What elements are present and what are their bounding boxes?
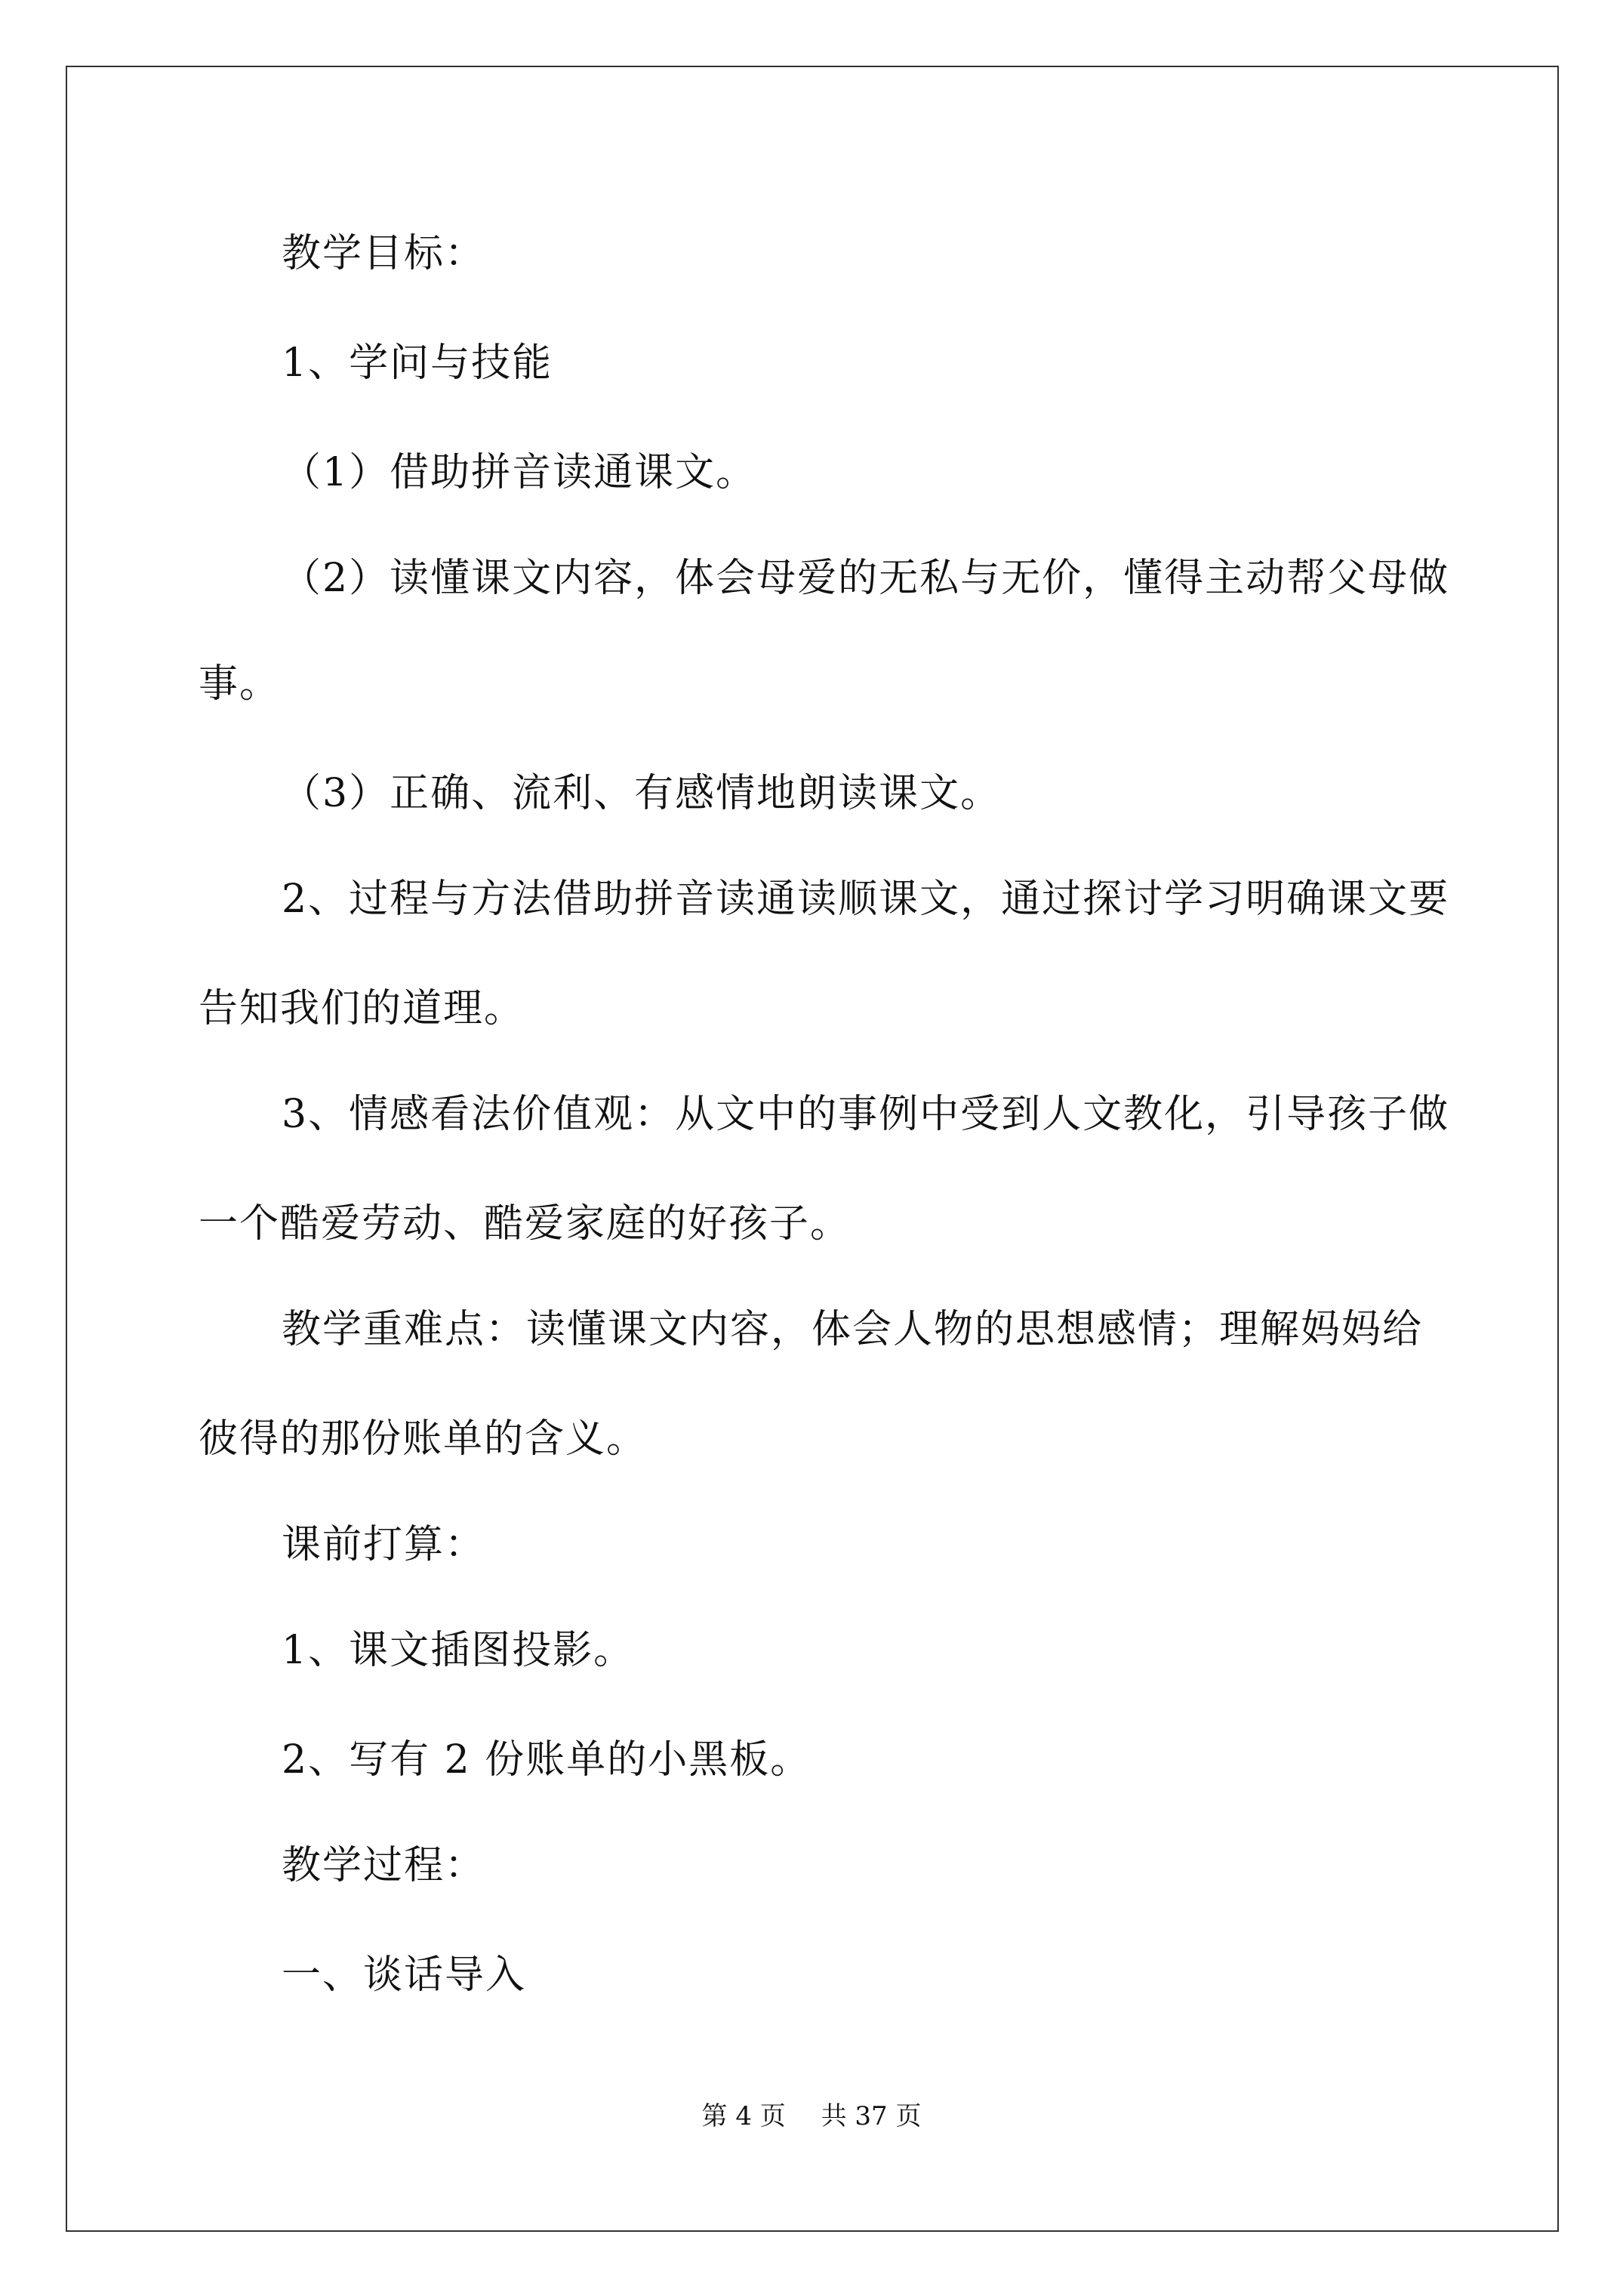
paragraph-continuation: 彼得的那份账单的含义。 — [199, 1416, 648, 1462]
list-item-sub-2: （2）读懂课文内容，体会母爱的无私与无价，懂得主动帮父母做 — [282, 556, 1450, 601]
page-border — [66, 66, 1559, 2232]
section-heading-intro: 一、谈话导入 — [282, 1952, 527, 1998]
page-number: 第 4 页 — [701, 2101, 786, 2131]
list-item-emotion: 3、情感看法价值观：从文中的事例中受到人文教化，引导孩子做 — [282, 1092, 1450, 1137]
list-item-sub-3: （3）正确、流利、有感情地朗读课文。 — [282, 771, 1002, 816]
page-total: 共 37 页 — [821, 2101, 922, 2131]
list-item-knowledge: 1、学问与技能 — [282, 341, 553, 386]
paragraph-continuation: 一个酷爱劳动、酷爱家庭的好孩子。 — [199, 1201, 852, 1247]
heading-teaching-process: 教学过程： — [282, 1843, 486, 1888]
list-item-process: 2、过程与方法借助拼音读通读顺课文，通过探讨学习明确课文要 — [282, 877, 1450, 922]
list-item-sub-1: （1）借助拼音读通课文。 — [282, 450, 757, 495]
heading-preparation: 课前打算： — [282, 1522, 486, 1567]
paragraph-continuation: 告知我们的道理。 — [199, 986, 525, 1031]
heading-key-points: 教学重难点：读懂课文内容，体会人物的思想感情；理解妈妈给 — [282, 1307, 1424, 1352]
page-footer — [0, 2095, 1623, 2132]
list-item-prep-1: 1、课文插图投影。 — [282, 1628, 635, 1673]
paragraph-continuation: 事。 — [199, 661, 281, 707]
heading-teaching-goals: 教学目标： — [282, 231, 486, 276]
list-item-prep-2: 2、写有 2 份账单的小黑板。 — [282, 1737, 812, 1783]
